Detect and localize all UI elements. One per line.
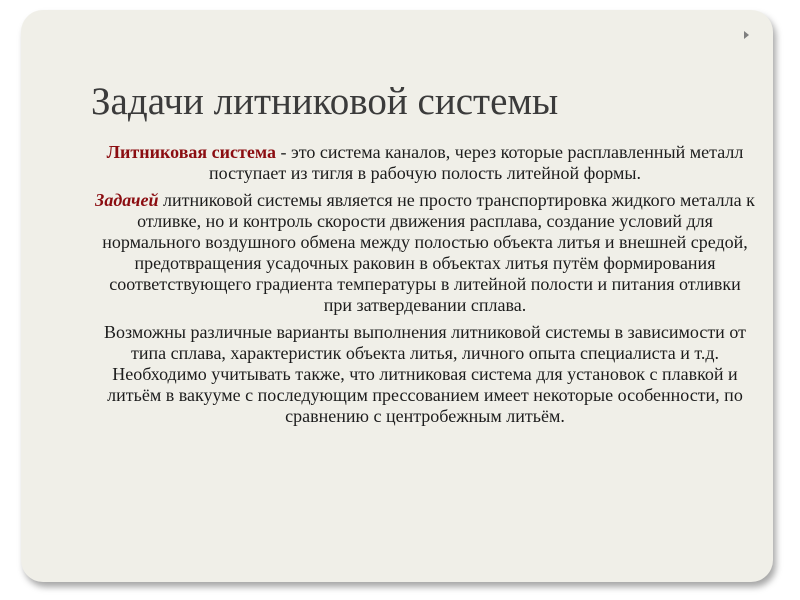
term-task: Задачей	[95, 190, 159, 210]
task-text: литниковой системы является не просто транспортировка жидкого металла к отливке, но и контроль скорости движения расплава, создание условий для нормального воздушного обмена между полостью объекта литья и внешней средой, предотвращения усадочных раковин в объектах литья путём формирования соответствующего градиента температуры в литейной полости и питания отливки при затвердевании сплава.	[102, 190, 755, 315]
term-gating-system: Литниковая система	[106, 142, 276, 162]
slide-title: Задачи литниковой системы	[91, 80, 559, 123]
slide-body	[95, 142, 755, 433]
paragraph-definition	[95, 142, 755, 184]
paragraph-task	[95, 190, 755, 316]
corner-triangle-icon	[744, 31, 749, 39]
definition-text: - это система каналов, через которые расплавленный металл поступает из тигля в рабочую полость литейной формы.	[209, 142, 744, 183]
slide	[21, 10, 773, 582]
paragraph-variants: Возможны различные варианты выполнения литниковой системы в зависимости от типа сплава, характеристик объекта литья, личного опыта специалиста и т.д. Необходимо учитывать также, что литниковая система для установок с плавкой и литьём в вакууме с последующим прессованием имеет некоторые особенности, по сравнению с центробежным литьём.	[104, 322, 746, 426]
